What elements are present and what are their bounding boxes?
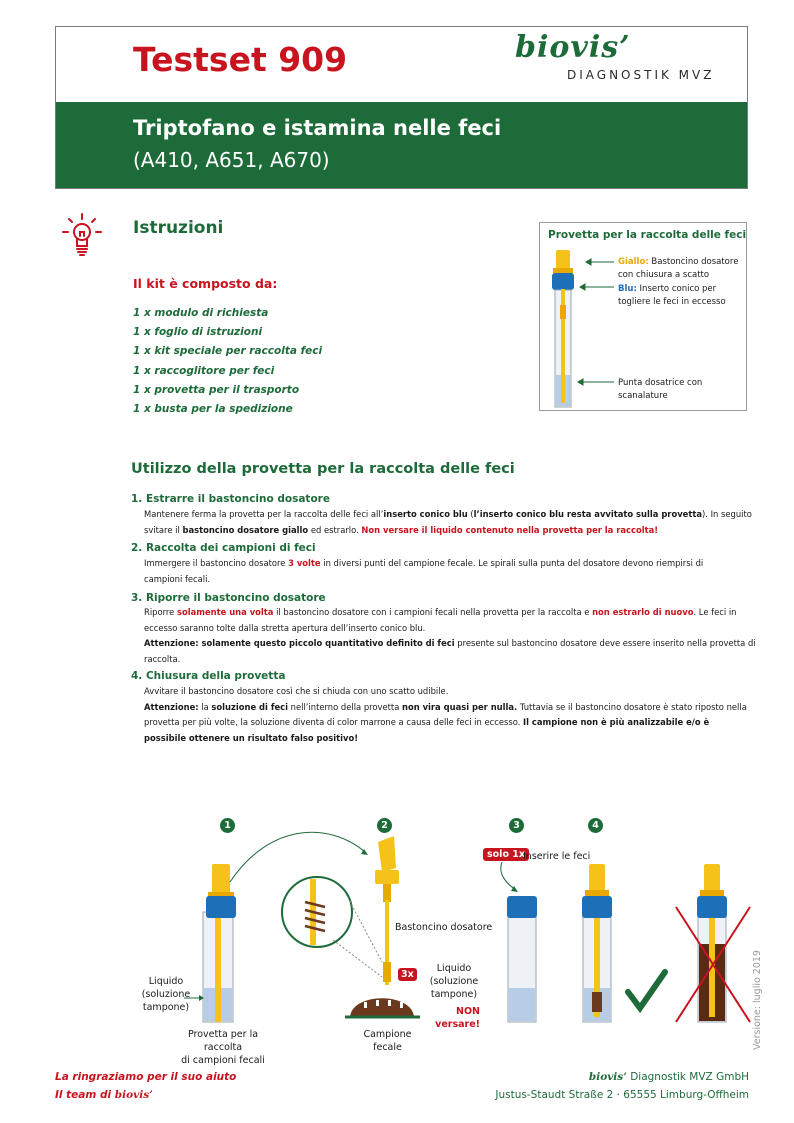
tip-text: Punta dosatrice con [618, 378, 703, 388]
list-item: 1 x kit speciale per raccolta feci [133, 345, 323, 358]
step-1-body [144, 507, 764, 538]
tip-note [618, 377, 702, 403]
step-text: il bastoncino dosatore con i campioni fecali nella provetta per la raccolta e [273, 607, 593, 617]
step-text: ( [467, 509, 474, 519]
thanks-line-1: La ringraziamo per il suo aiuto [55, 1071, 237, 1083]
list-item: 1 x busta per la spedizione [133, 402, 293, 415]
thanks-line-2 [55, 1089, 153, 1101]
step-3-title: 3. Riporre il bastoncino dosatore [131, 592, 326, 604]
label-line: Liquido [148, 976, 184, 987]
step-text: nell’interno della provetta [288, 701, 402, 712]
three-times-badge: 3x [398, 968, 417, 981]
step-2-body [144, 556, 764, 587]
step-text-bold: soluzione di feci [211, 701, 288, 712]
diagram-step-1-number: 1 [220, 818, 235, 833]
footer-company-name: Diagnostik MVZ GmbH [626, 1071, 749, 1083]
liquid-label-2 [428, 962, 480, 1001]
list-item: 1 x raccoglitore per feci [133, 364, 275, 377]
kit-list [133, 304, 322, 419]
logo-subtitle: DIAGNOSTIK MVZ [567, 68, 715, 82]
tube-step-4 [582, 864, 612, 1022]
do-not-pour-label [430, 1005, 480, 1031]
banner-title: Triptofano e istamina nelle feci [133, 116, 502, 140]
step-warning: 3 volte [288, 558, 321, 568]
step-4-title: 4. Chiusura della provetta [131, 670, 286, 682]
list-item: 1 x provetta per il trasporto [133, 383, 300, 396]
version-text: Versione: luglio 2019 [752, 950, 763, 1050]
sample-label: Campione fecale [363, 1029, 412, 1053]
footer-address: Justus-Staudt Straße 2 · 65555 Limburg-Offheim [495, 1089, 749, 1101]
diagram-step-3-number: 3 [509, 818, 524, 833]
label-line: versare! [435, 1019, 480, 1030]
thanks-text: Il team di [55, 1089, 115, 1101]
logo-wordmark: biovis’ [515, 30, 631, 65]
list-item: 1 x modulo di richiesta [133, 307, 269, 319]
stick-label: Bastoncino dosatore [395, 922, 493, 933]
step-2-title: 2. Raccolta dei campioni di feci [131, 542, 316, 554]
step-text: svitare il [144, 524, 183, 535]
step-text-bold: inserto conico blu [383, 509, 468, 519]
zoom-detail [282, 877, 382, 977]
step-warning: Non versare il liquido contenuto nella provetta per la raccolta! [361, 524, 659, 535]
label-line: Provetta per la raccolta [187, 1029, 259, 1053]
yellow-text: Bastoncino dosatore [648, 257, 739, 267]
diagram-step-4-number: 4 [588, 818, 603, 833]
step-3-body [144, 605, 764, 667]
yellow-stick-note [618, 256, 738, 282]
blue-label: Blu: [618, 284, 637, 294]
banner-codes: (A410, A651, A670) [133, 148, 330, 172]
step-text-bold: bastoncino dosatore giallo [182, 524, 309, 535]
step-warning: non estrarlo di nuovo [592, 607, 694, 617]
step-text: Immergere il bastoncino dosatore [144, 558, 289, 568]
label-line: (soluzione [429, 976, 479, 987]
step-text: presente sul bastoncino dosatore deve essere inserito nella provetta di [454, 638, 756, 648]
step-warning: solamente una volta [176, 607, 274, 617]
label-line: NON [456, 1006, 480, 1017]
step-text: in diversi punti del campione fecale. Le spirali sulla punta del dosatore devono riempirsi di [320, 558, 704, 568]
footer-brand: biovis’ [588, 1071, 627, 1083]
tube-step-3 [501, 862, 537, 1022]
label-line: tampone) [430, 989, 478, 1000]
step-text: . Le feci in [693, 607, 737, 617]
step-text: Riporre [144, 607, 177, 617]
label-line: tampone) [142, 1002, 190, 1013]
tube-label [168, 1028, 278, 1067]
diagram-step-2-number: 2 [377, 818, 392, 833]
step-text: provetta per più volte, la soluzione diventa di color marrone a causa delle feci in eccesso. [144, 717, 524, 727]
solo-once-badge: solo 1x [483, 848, 529, 861]
biovis-logo [515, 30, 735, 85]
step-text-bold: non vira quasi per nulla. [402, 701, 518, 712]
step-text-bold: Attenzione: solamente questo piccolo quantitativo definito di feci [144, 638, 455, 648]
product-title: Testset 909 [133, 40, 348, 79]
lightbulb-icon [60, 208, 104, 260]
liquid-label-1 [126, 975, 206, 1014]
step-text-bold: possibile ottenere un risultato falso positivo! [144, 732, 359, 743]
step-text-bold: Attenzione: [144, 701, 199, 712]
kit-heading: Il kit è composto da: [133, 276, 278, 291]
tube-wrong [676, 864, 750, 1022]
tube-box-title: Provetta per la raccolta delle feci [548, 229, 747, 241]
step-text: Avvitare il bastoncino dosatore così che si chiuda con uno scatto udibile. [144, 686, 449, 696]
step-text: ed estrarlo. [308, 524, 362, 535]
step-text: eccesso saranno tolte dalla stretta apertura dell’inserto conico blu. [144, 622, 426, 633]
step-4-body [144, 684, 764, 746]
step-1-title: 1. Estrarre il bastoncino dosatore [131, 493, 330, 505]
blue-text-2: togliere le feci in eccesso [618, 297, 726, 307]
step-text-bold: l’inserto conico blu resta avvitato sulla provetta [473, 509, 702, 519]
instructions-heading: Istruzioni [133, 218, 224, 238]
step-text: campioni fecali. [144, 573, 211, 584]
step-text: la [198, 701, 212, 712]
blue-insert-note [618, 283, 726, 309]
usage-heading: Utilizzo della provetta per la raccolta delle feci [131, 461, 515, 477]
thanks-brand: biovis’ [114, 1089, 153, 1101]
step-text: raccolta. [144, 653, 181, 664]
footer-company [589, 1071, 749, 1083]
yellow-label: Giallo: [618, 257, 649, 267]
list-item: 1 x foglio di istruzioni [133, 326, 263, 339]
step-text: Tuttavia se il bastoncino dosatore è stato riposto nella [517, 701, 747, 712]
tip-text-2: scanalature [618, 391, 668, 401]
title-banner [56, 102, 747, 188]
blue-text: Inserto conico per [636, 284, 717, 294]
step-text: ). In seguito [702, 509, 752, 519]
insert-label: Inserire le feci [523, 851, 591, 862]
version-wrapper [752, 950, 794, 1061]
label-line: Liquido [436, 963, 472, 974]
step-text-bold: Il campione non è più analizzabile e/o è [523, 717, 710, 727]
label-line: (soluzione [141, 989, 191, 1000]
label-line: di campioni fecali [181, 1055, 265, 1066]
step-text: Mantenere ferma la provetta per la raccolta delle feci all’ [144, 509, 384, 519]
yellow-text-2: con chiusura a scatto [618, 270, 710, 280]
